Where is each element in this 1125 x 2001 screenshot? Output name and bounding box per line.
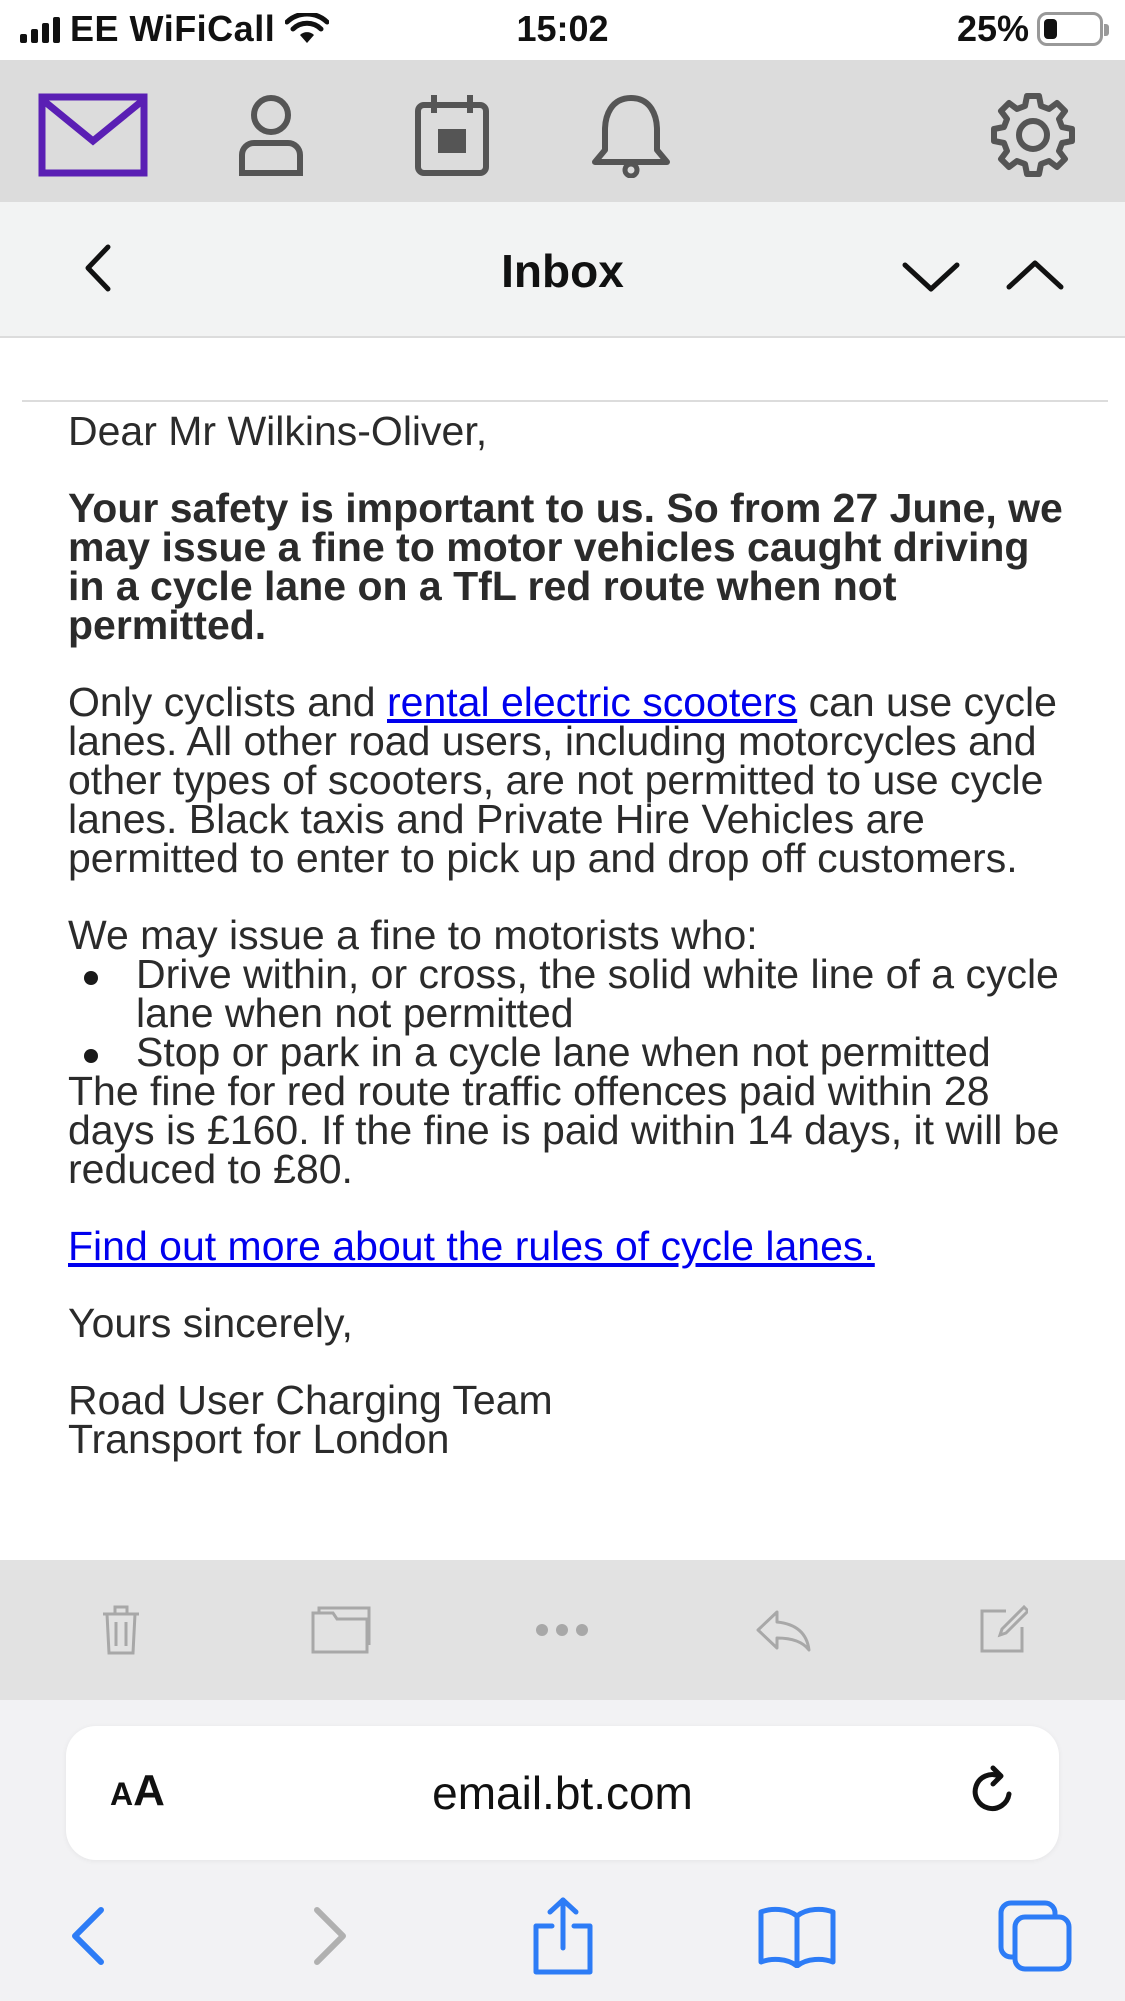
fine-amount-text: The fine for red route traffic offences paid within 28 days is £160. If the fine is paid within 14 days, it will be reduced to £80. (68, 1068, 1060, 1192)
folder-icon[interactable] (306, 1600, 376, 1660)
clock: 15:02 (516, 8, 609, 49)
status-bar (0, 0, 1125, 60)
inbox-header (0, 202, 1125, 338)
content-divider (22, 400, 1108, 402)
next-message-chevron-down-icon[interactable] (898, 254, 964, 298)
more-icon[interactable] (527, 1600, 597, 1660)
para-text-before-link: Only cyclists and (68, 679, 387, 725)
bookmarks-icon[interactable] (752, 1896, 842, 1976)
calendar-icon[interactable] (397, 90, 507, 180)
email-body (68, 408, 1068, 1462)
email-signoff: Yours sincerely, (68, 1300, 353, 1346)
list-item: Drive within, or cross, the solid white line of a cycle lane when not permitted (68, 955, 1068, 1033)
browser-forward-icon[interactable] (286, 1896, 376, 1976)
carrier-name: EE WiFiCall (70, 8, 276, 49)
address-bar[interactable] (66, 1726, 1059, 1860)
notifications-icon[interactable] (576, 90, 686, 180)
settings-icon[interactable] (978, 90, 1088, 180)
inbox-title: Inbox (501, 245, 624, 297)
mail-icon[interactable] (38, 90, 148, 180)
browser-back-icon[interactable] (42, 1896, 132, 1976)
list-item: Stop or park in a cycle lane when not permitted (68, 1033, 1068, 1072)
tabs-icon[interactable] (990, 1896, 1080, 1976)
contacts-icon[interactable] (216, 90, 326, 180)
fine-conditions-list (68, 951, 1068, 1075)
cycle-lane-rules-link[interactable]: Find out more about the rules of cycle lanes. (68, 1223, 875, 1269)
url-text[interactable]: email.bt.com (432, 1767, 693, 1819)
reader-text-size-button[interactable]: AA (110, 1766, 165, 1815)
battery-percent: 25% (956, 8, 1029, 49)
email-headline: Your safety is important to us. So from 27 June, we may issue a fine to motor vehicles caught driving in a cycle lane on a TfL red route when not permitted. (68, 485, 1063, 648)
app-nav-bar (0, 60, 1125, 202)
sender-team: Road User Charging Team (68, 1377, 553, 1423)
mail-action-toolbar (0, 1560, 1125, 1700)
trash-icon[interactable] (86, 1600, 156, 1660)
para-text-after-link: can use cycle lanes. All other road users, including motorcycles and other types of scooters, are not permitted to use cycle lanes. Black taxis and Private Hire Vehicles are permitted to enter to pick up and drop off customers. (68, 679, 1057, 881)
browser-bottom-bar (0, 1700, 1125, 2001)
battery-icon (1037, 12, 1103, 46)
fine-list-intro: We may issue a fine to motorists who: (68, 912, 758, 958)
email-greeting: Dear Mr Wilkins-Oliver, (68, 408, 488, 454)
previous-message-chevron-up-icon[interactable] (1002, 254, 1068, 298)
status-right (957, 8, 1103, 50)
reply-icon[interactable] (748, 1600, 818, 1660)
compose-icon[interactable] (968, 1600, 1038, 1660)
rental-electric-scooters-link[interactable]: rental electric scooters (387, 679, 798, 725)
email-paragraph-cycle-lanes (68, 679, 1068, 881)
sender-organisation: Transport for London (68, 1416, 450, 1462)
reload-icon[interactable] (965, 1764, 1021, 1820)
share-icon[interactable] (518, 1896, 608, 1976)
